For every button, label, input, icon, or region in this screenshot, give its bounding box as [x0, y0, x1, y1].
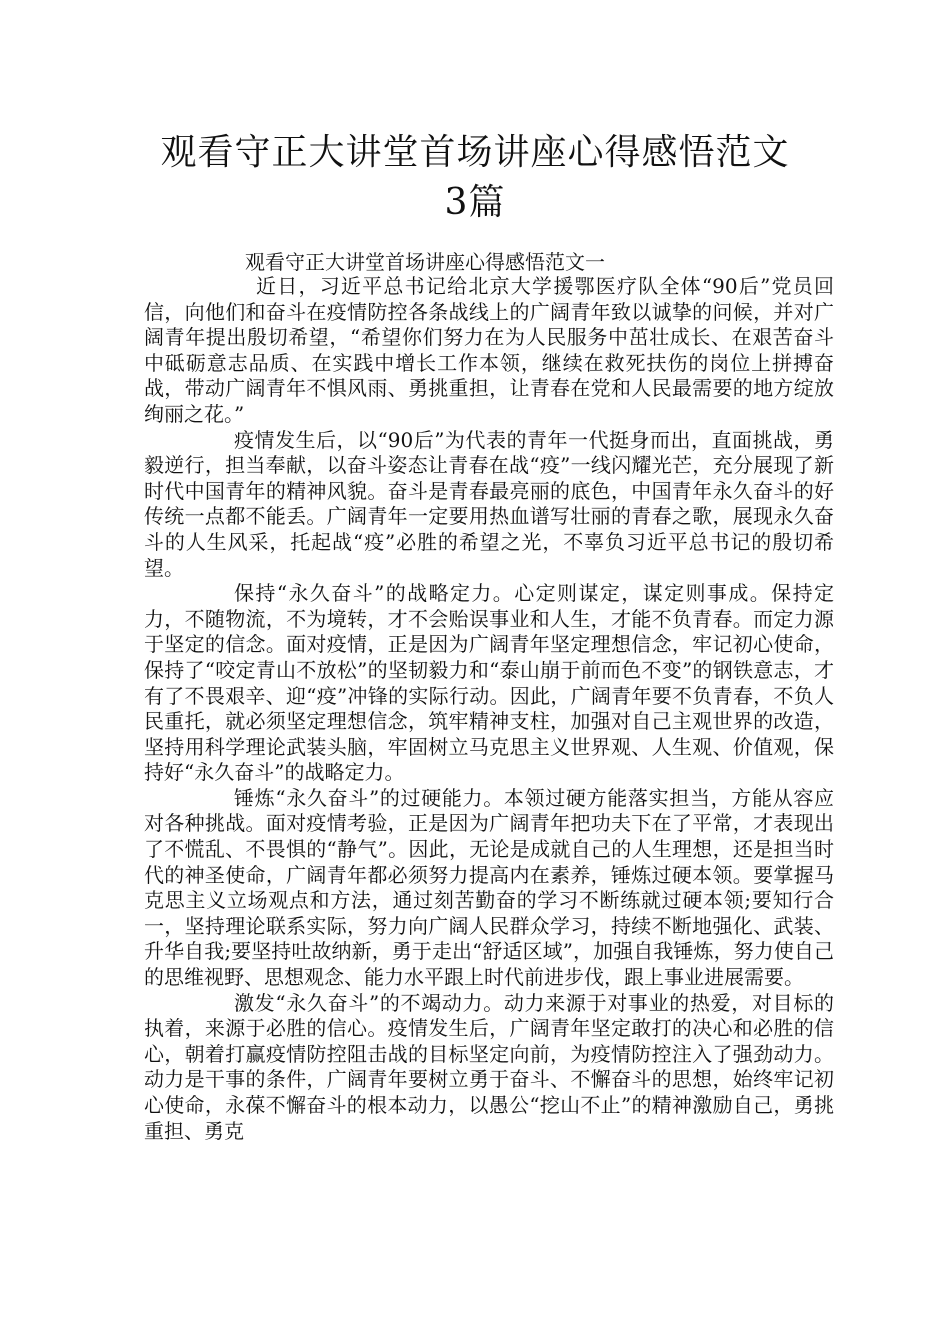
paragraph-3: 保持“永久奋斗”的战略定力。心定则谋定，谋定则事成。保持定力，不随物流，不为境转，才不会贻误事业和人生，才能不负青春。而定力源于坚定的信念。面对疫情，正是因为广阔青年坚定理想信念，牢记初心使命，保持了“咬定青山不放松”的坚韧毅力和“泰山崩于前而色不变”的钢铁意志，才有了不畏艰辛、迎“疫”冲锋的实际行动。因此，广阔青年要不负青春，不负人民重托，就必须坚定理想信念，筑牢精神支柱，加强对自己主观世界的改造，坚持用科学理论武装头脑，牢固树立马克思主义世界观、人生观、价值观，保持好“永久奋斗”的战略定力。	[144, 581, 834, 785]
paragraph-1: 近日，习近平总书记给北京大学援鄂医疗队全体“90后”党员回信，向他们和奋斗在疫情防控各条战线上的广阔青年致以诚挚的问候，并对广阔青年提出殷切希望，“希望你们努力在为人民服务中茁壮成长、在艰苦奋斗中砥砺意志品质、在实践中增长工作本领，继续在救死扶伤的岗位上拼搏奋战，带动广阔青年不惧风雨、勇挑重担，让青春在党和人民最需要的地方绽放绚丽之花。”	[144, 274, 834, 426]
document-title: 观看守正大讲堂首场讲座心得感悟范文3篇	[160, 132, 790, 223]
paragraph-2: 疫情发生后，以“90后”为代表的青年一代挺身而出，直面挑战，勇毅逆行，担当奉献，以奋斗姿态让青春在战“疫”一线闪耀光芒，充分展现了新时代中国青年的精神风貌。奋斗是青春最亮丽的底色，中国青年永久奋斗的好传统一点都不能丢。广阔青年一定要用热血谱写壮丽的青春之歌，展现永久奋斗的人生风采，托起战“疫”必胜的希望之光，不辜负习近平总书记的殷切希望。	[144, 427, 834, 580]
paragraph-4: 锤炼“永久奋斗”的过硬能力。本领过硬方能落实担当，方能从容应对各种挑战。面对疫情考验，正是因为广阔青年把功夫下在了平常，才表现出了不慌乱、不畏惧的“静气”。因此，无论是成就自己的人生理想，还是担当时代的神圣使命，广阔青年都必须努力提高内在素养，锤炼过硬本领。要掌握马克思主义立场观点和方法，通过刻苦勤奋的学习不断练就过硬本领;要知行合一，坚持理论联系实际，努力向广阔人民群众学习，持续不断地强化、武装、升华自我;要坚持吐故纳新，勇于走出“舒适区域”，加强自我锤炼，努力使自己的思维视野、思想观念、能力水平跟上时代前进步伐，跟上事业进展需要。	[144, 785, 834, 990]
paragraph-5: 激发“永久奋斗”的不竭动力。动力来源于对事业的热爱，对目标的执着，来源于必胜的信心。疫情发生后，广阔青年坚定敢打的决心和必胜的信心，朝着打赢疫情防控阻击战的目标坚定向前，为疫情防控注入了强劲动力。动力是干事的条件，广阔青年要树立勇于奋斗、不懈奋斗的思想，始终牢记初心使命，永葆不懈奋斗的根本动力，以愚公“挖山不止”的精神激励自己，勇挑重担、勇克	[144, 990, 834, 1143]
section-heading: 观看守正大讲堂首场讲座心得感悟范文一	[245, 250, 605, 274]
document-body	[144, 274, 834, 1144]
